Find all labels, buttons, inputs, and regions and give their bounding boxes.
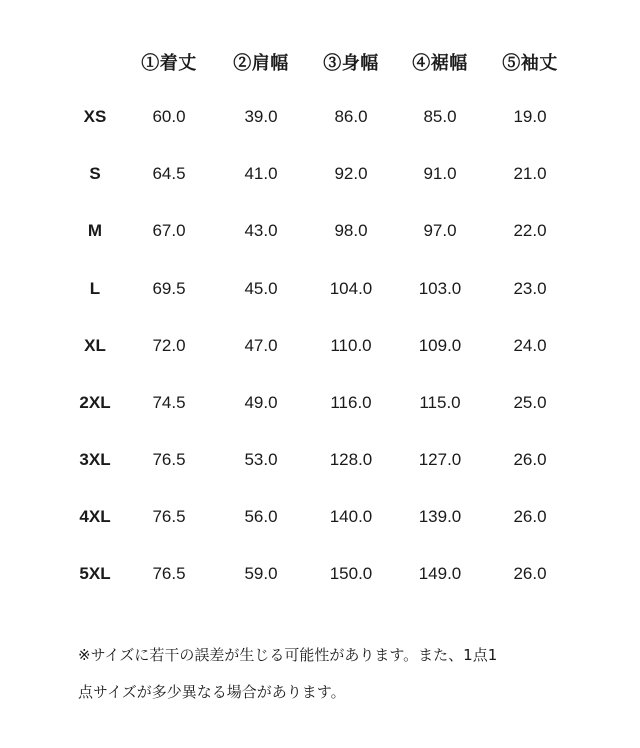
size-label: L — [89, 279, 101, 298]
size-label: 5XL — [79, 564, 111, 583]
table-row — [0, 269, 640, 309]
size-label: XS — [83, 107, 107, 126]
hem-width-value: 91.0 — [423, 164, 457, 183]
table-row — [0, 554, 640, 594]
header-sleeve-length: ⑤袖丈 — [502, 53, 558, 73]
length-value: 72.0 — [152, 336, 186, 355]
hem-width-value: 139.0 — [418, 507, 462, 526]
body-width-value: 86.0 — [334, 107, 368, 126]
hem-width-value: 149.0 — [418, 564, 462, 583]
body-width-value: 128.0 — [329, 450, 373, 469]
sleeve-length-value: 19.0 — [513, 107, 547, 126]
size-disclaimer-line-1: ※サイズに若干の誤差が生じる可能性があります。また、1点1 — [78, 646, 498, 664]
table-row — [0, 154, 640, 194]
size-label: 3XL — [79, 450, 111, 469]
shoulder-width-value: 56.0 — [244, 507, 278, 526]
body-width-value: 150.0 — [329, 564, 373, 583]
hem-width-value: 127.0 — [418, 450, 462, 469]
hem-width-value: 109.0 — [418, 336, 462, 355]
length-value: 76.5 — [152, 507, 186, 526]
length-value: 60.0 — [152, 107, 186, 126]
sleeve-length-value: 25.0 — [513, 393, 547, 412]
sleeve-length-value: 26.0 — [513, 450, 547, 469]
header-shoulder-width: ②肩幅 — [233, 53, 289, 73]
size-label: XL — [84, 336, 106, 355]
sleeve-length-value: 22.0 — [513, 221, 547, 240]
table-row — [0, 383, 640, 423]
sleeve-length-value: 26.0 — [513, 507, 547, 526]
sleeve-length-value: 26.0 — [513, 564, 547, 583]
sleeve-length-value: 23.0 — [513, 279, 547, 298]
length-value: 74.5 — [152, 393, 186, 412]
body-width-value: 92.0 — [334, 164, 368, 183]
table-row — [0, 497, 640, 537]
hem-width-value: 103.0 — [418, 279, 462, 298]
size-label: 2XL — [79, 393, 111, 412]
shoulder-width-value: 47.0 — [244, 336, 278, 355]
table-header-row — [0, 43, 640, 83]
body-width-value: 110.0 — [330, 336, 372, 355]
table-row — [0, 211, 640, 251]
hem-width-value: 85.0 — [423, 107, 457, 126]
length-value: 64.5 — [152, 164, 186, 183]
header-hem-width: ④裾幅 — [412, 53, 468, 73]
sleeve-length-value: 21.0 — [513, 164, 547, 183]
shoulder-width-value: 41.0 — [244, 164, 278, 183]
size-label: M — [87, 221, 103, 240]
hem-width-value: 115.0 — [419, 393, 461, 412]
table-row — [0, 440, 640, 480]
header-body-width: ③身幅 — [323, 53, 379, 73]
shoulder-width-value: 45.0 — [244, 279, 278, 298]
hem-width-value: 97.0 — [423, 221, 457, 240]
shoulder-width-value: 59.0 — [244, 564, 278, 583]
shoulder-width-value: 49.0 — [244, 393, 278, 412]
table-row — [0, 97, 640, 137]
shoulder-width-value: 39.0 — [244, 107, 278, 126]
body-width-value: 116.0 — [330, 393, 372, 412]
length-value: 76.5 — [152, 450, 186, 469]
sleeve-length-value: 24.0 — [513, 336, 547, 355]
length-value: 67.0 — [152, 221, 186, 240]
body-width-value: 104.0 — [329, 279, 373, 298]
table-row — [0, 326, 640, 366]
body-width-value: 140.0 — [329, 507, 373, 526]
size-label: 4XL — [79, 507, 111, 526]
shoulder-width-value: 43.0 — [244, 221, 278, 240]
shoulder-width-value: 53.0 — [244, 450, 278, 469]
body-width-value: 98.0 — [334, 221, 368, 240]
length-value: 69.5 — [152, 279, 186, 298]
header-length: ①着丈 — [141, 53, 197, 73]
size-disclaimer-line-2: 点サイズが多少異なる場合があります。 — [78, 683, 346, 701]
length-value: 76.5 — [152, 564, 186, 583]
size-label: S — [89, 164, 101, 183]
